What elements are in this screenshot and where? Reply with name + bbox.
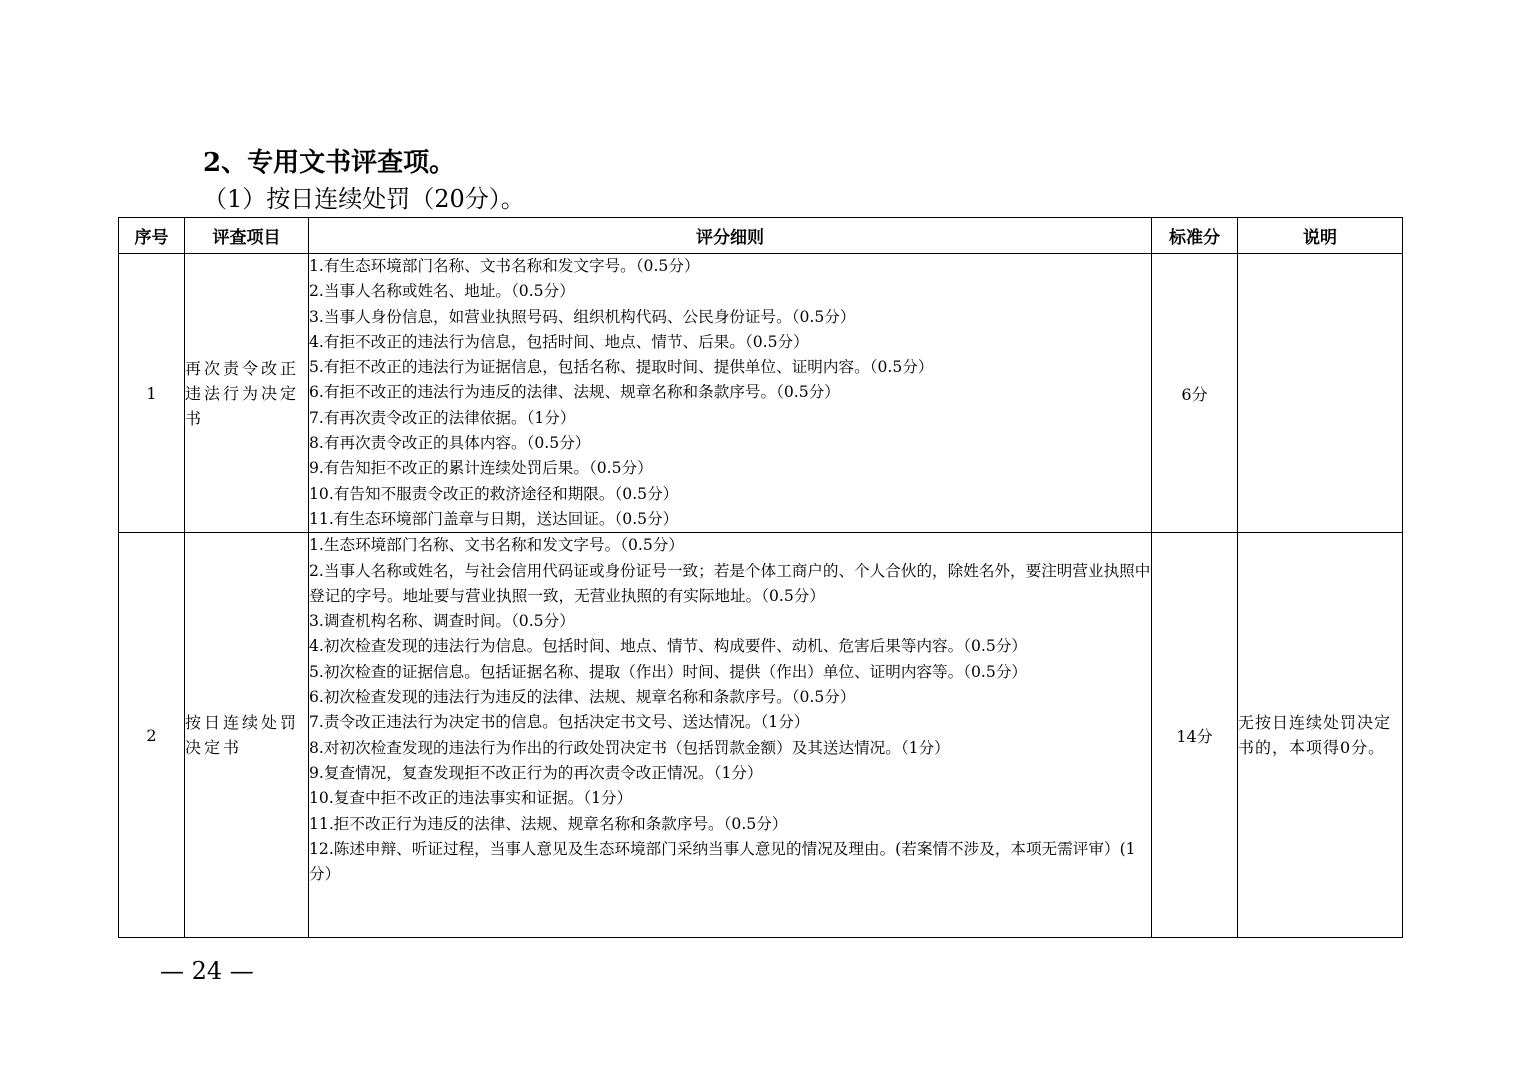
- rule-line: 9.有告知拒不改正的累计连续处罚后果。（0.5分）: [309, 459, 653, 478]
- rule-line: 10.有告知不服责令改正的救济途径和期限。（0.5分）: [309, 484, 679, 503]
- header-standard: 标准分: [1152, 218, 1238, 254]
- rule-line: 2.当事人名称或姓名、地址。（0.5分）: [309, 282, 575, 301]
- evaluation-table: [118, 217, 1403, 938]
- row-rules: [309, 533, 1152, 938]
- row-note: [1238, 254, 1403, 533]
- subsection-heading: （1）按日连续处罚（20分）。: [203, 185, 525, 213]
- rule-line: 8.对初次检查发现的违法行为作出的行政处罚决定书（包括罚款金额）及其送达情况。（1分）: [309, 738, 950, 757]
- header-rules: 评分细则: [309, 218, 1152, 254]
- row-standard-score: 14分: [1152, 533, 1238, 938]
- rule-line: 4.有拒不改正的违法行为信息，包括时间、地点、情节、后果。（0.5分）: [309, 332, 809, 351]
- rule-line: 7.责令改正违法行为决定书的信息。包括决定书文号、送达情况。（1分）: [309, 713, 810, 732]
- table-row: [119, 254, 1403, 533]
- row-item: 按日连续处罚决定书: [185, 533, 309, 938]
- rule-line: 4.初次检查发现的违法行为信息。包括时间、地点、情节、构成要件、动机、危害后果等内容。（0.5分）: [309, 637, 1028, 656]
- row-standard-score: 6分: [1152, 254, 1238, 533]
- table-row: [119, 533, 1403, 938]
- rule-line: 10.复查中拒不改正的违法事实和证据。（1分）: [309, 789, 633, 808]
- rule-line: 11.拒不改正行为违反的法律、法规、规章名称和条款序号。（0.5分）: [309, 814, 788, 833]
- rule-line: 9.复查情况，复查发现拒不改正行为的再次责令改正情况。（1分）: [309, 763, 763, 782]
- rule-line: 11.有生态环境部门盖章与日期，送达回证。（0.5分）: [309, 509, 679, 528]
- rule-line: 6.初次检查发现的违法行为违反的法律、法规、规章名称和条款序号。（0.5分）: [309, 688, 856, 707]
- table-header-row: [119, 218, 1403, 254]
- rule-line: 2.当事人名称或姓名，与社会信用代码证或身份证号一致；若是个体工商户的、个人合伙的，除姓名外，要注明营业执照中登记的字号。地址要与营业执照一致，无营业执照的有实际地址。（0.5分）: [309, 561, 1151, 605]
- rule-line: 8.有再次责令改正的具体内容。（0.5分）: [309, 434, 591, 453]
- rule-line: 3.调查机构名称、调查时间。（0.5分）: [309, 612, 575, 631]
- rule-line: 3.当事人身份信息，如营业执照号码、组织机构代码、公民身份证号。（0.5分）: [309, 307, 856, 326]
- row-number: 1: [119, 254, 185, 533]
- rule-line: 1.有生态环境部门名称、文书名称和发文字号。（0.5分）: [309, 257, 700, 275]
- rule-line: 1.生态环境部门名称、文书名称和发文字号。（0.5分）: [309, 536, 684, 555]
- row-rules: [309, 254, 1152, 533]
- rule-line: 12.陈述申辩、听证过程，当事人意见及生态环境部门采纳当事人意见的情况及理由。(若案情不涉及，本项无需评审）(1分）: [309, 839, 1136, 884]
- header-no: 序号: [119, 218, 185, 254]
- row-item: 再次责令改正违法行为决定书: [185, 254, 309, 533]
- page-number: — 24 —: [160, 957, 254, 985]
- row-number: 2: [119, 533, 185, 938]
- rule-line: 7.有再次责令改正的法律依据。（1分）: [309, 408, 576, 427]
- section-heading: 2、专用文书评查项。: [203, 148, 456, 178]
- header-item: 评查项目: [185, 218, 309, 254]
- rule-line: 5.有拒不改正的违法行为证据信息，包括名称、提取时间、提供单位、证明内容。（0.5分）: [309, 358, 934, 377]
- rule-line: 5.初次检查的证据信息。包括证据名称、提取（作出）时间、提供（作出）单位、证明内容等。（0.5分）: [309, 662, 1028, 681]
- rule-line: 6.有拒不改正的违法行为违反的法律、法规、规章名称和条款序号。（0.5分）: [309, 383, 840, 402]
- header-note: 说明: [1238, 218, 1403, 254]
- row-note: 无按日连续处罚决定书的，本项得0分。: [1238, 533, 1403, 938]
